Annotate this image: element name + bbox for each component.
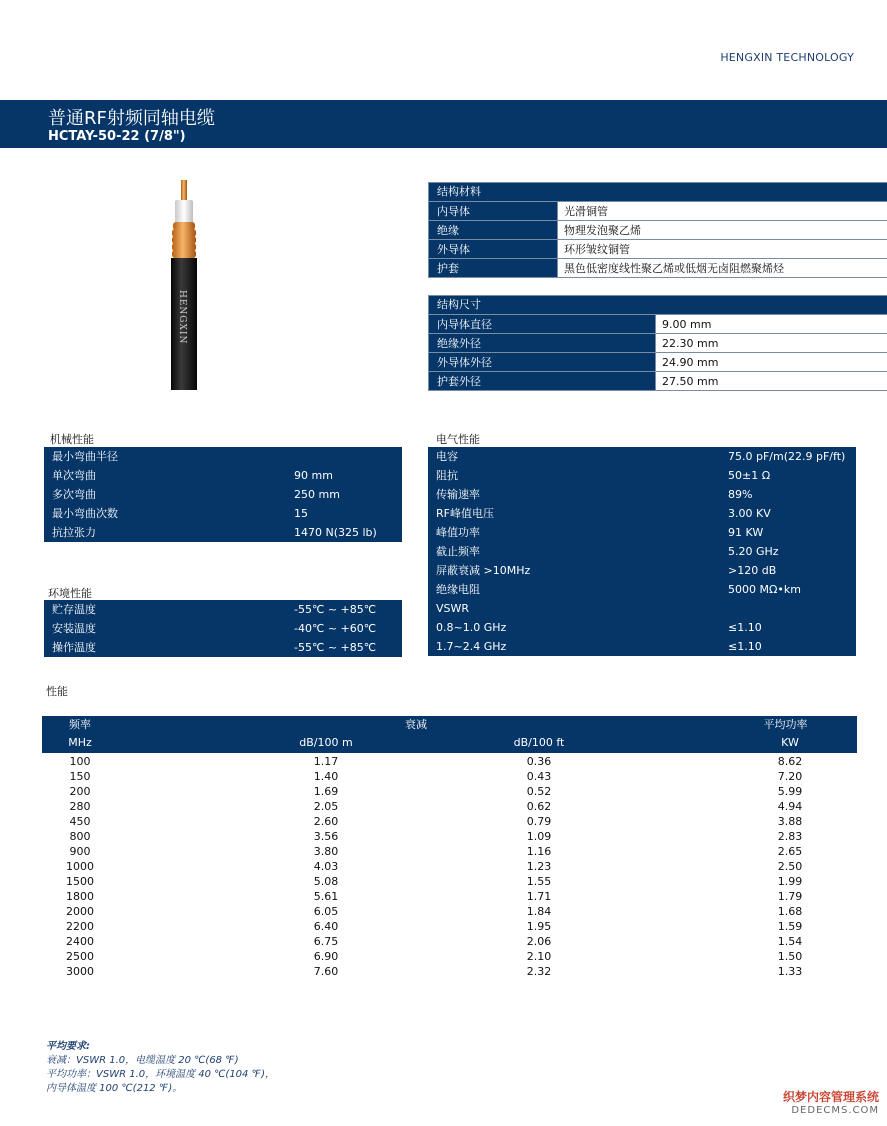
row-label: 0.8~1.0 GHz bbox=[436, 621, 507, 634]
cell-power: 2.65 bbox=[777, 845, 803, 858]
table-row bbox=[44, 523, 402, 542]
table-row bbox=[42, 889, 857, 904]
cell-power: 1.59 bbox=[777, 920, 803, 933]
row-label: 单次弯曲 bbox=[52, 469, 96, 482]
row-value: 250 mm bbox=[294, 488, 340, 501]
cell-db-per-100ft: 2.32 bbox=[526, 965, 552, 978]
environmental-table bbox=[44, 600, 402, 657]
row-label: 安装温度 bbox=[52, 622, 96, 635]
table-row bbox=[42, 964, 857, 979]
row-value: -55℃ ~ +85℃ bbox=[294, 641, 377, 654]
row-label: 峰值功率 bbox=[436, 526, 480, 539]
row-label: 1.7~2.4 GHz bbox=[436, 640, 507, 653]
row-value: 3.00 KV bbox=[728, 507, 771, 520]
table-row bbox=[44, 447, 402, 466]
row-label: 内导体直径 bbox=[429, 315, 655, 333]
cell-db-per-100ft: 1.09 bbox=[526, 830, 552, 843]
row-value: ≤1.10 bbox=[728, 621, 762, 634]
table-row bbox=[428, 523, 856, 542]
row-label: 最小弯曲次数 bbox=[52, 507, 118, 520]
performance-table-body bbox=[42, 754, 857, 979]
cell-frequency: 2400 bbox=[66, 935, 94, 948]
table-row bbox=[428, 542, 856, 561]
cell-db-per-100m: 1.40 bbox=[313, 770, 339, 783]
watermark-logo bbox=[783, 1088, 879, 1116]
watermark-domain: DEDECMS.COM bbox=[791, 1105, 879, 1116]
table-row bbox=[44, 504, 402, 523]
unit-db-per-100m: dB/100 m bbox=[299, 736, 353, 749]
row-value: 黑色低密度线性聚乙烯或低烟无卤阻燃聚烯烃 bbox=[557, 259, 887, 277]
row-value: 75.0 pF/m(22.9 pF/ft) bbox=[728, 450, 846, 463]
cell-db-per-100m: 1.17 bbox=[313, 755, 339, 768]
cell-db-per-100ft: 0.36 bbox=[526, 755, 552, 768]
mechanical-title: 机械性能 bbox=[50, 433, 94, 446]
row-label: 阻抗 bbox=[436, 469, 458, 482]
row-label: 外导体外径 bbox=[429, 353, 655, 371]
table-row bbox=[42, 844, 857, 859]
row-label: 截止频率 bbox=[436, 545, 480, 558]
cell-frequency: 1000 bbox=[66, 860, 94, 873]
cell-power: 1.50 bbox=[777, 950, 803, 963]
cell-power: 1.99 bbox=[777, 875, 803, 888]
table-row bbox=[428, 485, 856, 504]
table-row bbox=[429, 258, 887, 277]
cell-db-per-100m: 1.69 bbox=[313, 785, 339, 798]
row-value: >120 dB bbox=[728, 564, 777, 577]
table-row bbox=[42, 904, 857, 919]
row-value: ≤1.10 bbox=[728, 640, 762, 653]
row-value: 5000 MΩ•km bbox=[728, 583, 801, 596]
cell-frequency: 3000 bbox=[66, 965, 94, 978]
table-row bbox=[42, 799, 857, 814]
cell-db-per-100ft: 0.43 bbox=[526, 770, 552, 783]
row-value: 9.00 mm bbox=[655, 315, 887, 333]
row-value: 24.90 mm bbox=[655, 353, 887, 371]
cell-power: 5.99 bbox=[777, 785, 803, 798]
row-label: 护套 bbox=[429, 259, 557, 277]
cell-frequency: 150 bbox=[69, 770, 91, 783]
row-value: 1470 N(325 lb) bbox=[294, 526, 377, 539]
mechanical-table bbox=[44, 447, 402, 542]
cell-db-per-100ft: 0.79 bbox=[526, 815, 552, 828]
watermark-text: 织梦内容管理系统 bbox=[782, 1090, 879, 1104]
row-value: 光滑铜管 bbox=[557, 202, 887, 220]
row-value: 27.50 mm bbox=[655, 372, 887, 390]
row-value: 22.30 mm bbox=[655, 334, 887, 352]
cell-frequency: 900 bbox=[69, 845, 91, 858]
cell-db-per-100ft: 1.23 bbox=[526, 860, 552, 873]
environmental-title: 环境性能 bbox=[48, 587, 92, 600]
row-value: 91 KW bbox=[728, 526, 764, 539]
table-row bbox=[429, 314, 887, 333]
performance-table-header bbox=[42, 716, 857, 753]
cell-power: 1.68 bbox=[777, 905, 803, 918]
table-row bbox=[42, 814, 857, 829]
row-label: 屏蔽衰减 >10MHz bbox=[436, 564, 531, 577]
row-value: 物理发泡聚乙烯 bbox=[557, 221, 887, 239]
cell-db-per-100ft: 0.52 bbox=[526, 785, 552, 798]
cell-frequency: 2500 bbox=[66, 950, 94, 963]
cell-db-per-100m: 6.90 bbox=[313, 950, 339, 963]
electrical-table bbox=[428, 447, 856, 656]
row-label: 绝缘电阻 bbox=[436, 583, 480, 596]
notes-heading: 平均要求: bbox=[46, 1041, 90, 1052]
row-label: 电容 bbox=[436, 450, 458, 463]
table-row bbox=[42, 934, 857, 949]
table-row bbox=[44, 466, 402, 485]
row-label: 传输速率 bbox=[436, 488, 480, 501]
cell-db-per-100m: 2.60 bbox=[313, 815, 339, 828]
table-row bbox=[42, 859, 857, 874]
cell-db-per-100m: 3.80 bbox=[313, 845, 339, 858]
note-line: 内导体温度 100 ℃(212 ℉)。 bbox=[46, 1083, 183, 1094]
table-row bbox=[428, 466, 856, 485]
table-row bbox=[429, 201, 887, 220]
cell-power: 8.62 bbox=[777, 755, 803, 768]
table-row bbox=[429, 220, 887, 239]
table-row bbox=[429, 333, 887, 352]
cell-power: 2.83 bbox=[777, 830, 803, 843]
table-row bbox=[429, 352, 887, 371]
brand-name: HENGXIN TECHNOLOGY bbox=[720, 51, 854, 64]
cell-db-per-100m: 4.03 bbox=[313, 860, 339, 873]
cell-power: 3.88 bbox=[777, 815, 803, 828]
cell-db-per-100m: 5.61 bbox=[313, 890, 339, 903]
cell-db-per-100ft: 2.10 bbox=[526, 950, 552, 963]
row-value: 15 bbox=[294, 507, 308, 520]
cell-frequency: 1500 bbox=[66, 875, 94, 888]
table-row bbox=[428, 447, 856, 466]
row-value: 5.20 GHz bbox=[728, 545, 779, 558]
row-value: 90 mm bbox=[294, 469, 333, 482]
table-row bbox=[42, 829, 857, 844]
cell-db-per-100ft: 1.16 bbox=[526, 845, 552, 858]
cell-db-per-100ft: 0.62 bbox=[526, 800, 552, 813]
cell-frequency: 2000 bbox=[66, 905, 94, 918]
row-value: 50±1 Ω bbox=[728, 469, 771, 482]
cell-db-per-100m: 7.60 bbox=[313, 965, 339, 978]
row-label: 贮存温度 bbox=[52, 603, 96, 616]
table-row bbox=[429, 239, 887, 258]
cell-power: 4.94 bbox=[777, 800, 803, 813]
cell-power: 2.50 bbox=[777, 860, 803, 873]
cell-frequency: 1800 bbox=[66, 890, 94, 903]
cell-power: 1.79 bbox=[777, 890, 803, 903]
structure-dimensions-header: 结构尺寸 bbox=[429, 296, 887, 314]
cable-print-text: HENGXIN bbox=[177, 290, 187, 345]
table-row bbox=[428, 561, 856, 580]
cell-db-per-100m: 3.56 bbox=[313, 830, 339, 843]
row-label: 抗拉张力 bbox=[52, 526, 96, 539]
structure-materials-header: 结构材料 bbox=[429, 183, 887, 201]
table-row bbox=[42, 754, 857, 769]
cell-frequency: 450 bbox=[69, 815, 91, 828]
table-row bbox=[428, 599, 856, 618]
structure-dimensions-table bbox=[428, 295, 887, 391]
row-label: 护套外径 bbox=[429, 372, 655, 390]
row-value: 89% bbox=[728, 488, 753, 501]
table-row bbox=[42, 874, 857, 889]
row-value: 环形皱纹铜管 bbox=[557, 240, 887, 258]
table-row bbox=[44, 638, 402, 657]
cell-power: 1.54 bbox=[777, 935, 803, 948]
table-row bbox=[428, 637, 856, 656]
row-label: 绝缘 bbox=[429, 221, 557, 239]
cell-frequency: 100 bbox=[69, 755, 91, 768]
header-frequency: 频率 bbox=[69, 718, 91, 731]
table-row bbox=[42, 949, 857, 964]
cell-db-per-100ft: 1.84 bbox=[526, 905, 552, 918]
title-bar bbox=[0, 100, 887, 148]
note-line: 衰减：VSWR 1.0，电缆温度 20 ℃(68 ℉) bbox=[46, 1055, 239, 1066]
cable-image bbox=[150, 178, 240, 393]
table-row bbox=[44, 485, 402, 504]
cell-power: 7.20 bbox=[777, 770, 803, 783]
cell-frequency: 800 bbox=[69, 830, 91, 843]
performance-title: 性能 bbox=[46, 685, 68, 698]
table-row bbox=[42, 784, 857, 799]
table-row bbox=[42, 919, 857, 934]
product-title: 普通RF射频同轴电缆 bbox=[48, 108, 215, 129]
cell-db-per-100m: 6.05 bbox=[313, 905, 339, 918]
row-value: -40℃ ~ +60℃ bbox=[294, 622, 377, 635]
cell-db-per-100m: 5.08 bbox=[313, 875, 339, 888]
cell-db-per-100ft: 1.71 bbox=[526, 890, 552, 903]
note-line: 平均功率：VSWR 1.0，环境温度 40 ℃(104 ℉)， bbox=[46, 1069, 276, 1080]
cell-db-per-100m: 6.40 bbox=[313, 920, 339, 933]
table-row bbox=[428, 504, 856, 523]
row-label: 外导体 bbox=[429, 240, 557, 258]
cell-db-per-100ft: 1.55 bbox=[526, 875, 552, 888]
unit-mhz: MHz bbox=[68, 736, 92, 749]
cell-db-per-100ft: 2.06 bbox=[526, 935, 552, 948]
row-label: 操作温度 bbox=[52, 641, 96, 654]
table-row bbox=[428, 618, 856, 637]
cell-db-per-100ft: 1.95 bbox=[526, 920, 552, 933]
row-label: RF峰值电压 bbox=[436, 507, 494, 520]
row-label: 内导体 bbox=[429, 202, 557, 220]
cell-power: 1.33 bbox=[777, 965, 803, 978]
notes bbox=[46, 1040, 275, 1096]
table-row bbox=[428, 580, 856, 599]
cell-frequency: 280 bbox=[69, 800, 91, 813]
unit-kw: KW bbox=[781, 736, 799, 749]
table-row bbox=[44, 600, 402, 619]
row-label: 多次弯曲 bbox=[52, 488, 96, 501]
unit-db-per-100ft: dB/100 ft bbox=[513, 736, 565, 749]
cell-db-per-100m: 6.75 bbox=[313, 935, 339, 948]
table-row bbox=[429, 371, 887, 390]
row-label: 绝缘外径 bbox=[429, 334, 655, 352]
table-row bbox=[42, 769, 857, 784]
row-value: -55℃ ~ +85℃ bbox=[294, 603, 377, 616]
structure-materials-table bbox=[428, 182, 887, 278]
header-attenuation: 衰减 bbox=[405, 718, 427, 731]
cell-frequency: 2200 bbox=[66, 920, 94, 933]
cell-frequency: 200 bbox=[69, 785, 91, 798]
row-label: 最小弯曲半径 bbox=[52, 450, 118, 463]
header-average-power: 平均功率 bbox=[763, 718, 808, 731]
cell-db-per-100m: 2.05 bbox=[313, 800, 339, 813]
table-row bbox=[44, 619, 402, 638]
product-model: HCTAY-50-22 (7/8") bbox=[48, 129, 186, 144]
row-label: VSWR bbox=[436, 602, 470, 615]
electrical-title: 电气性能 bbox=[436, 433, 480, 446]
